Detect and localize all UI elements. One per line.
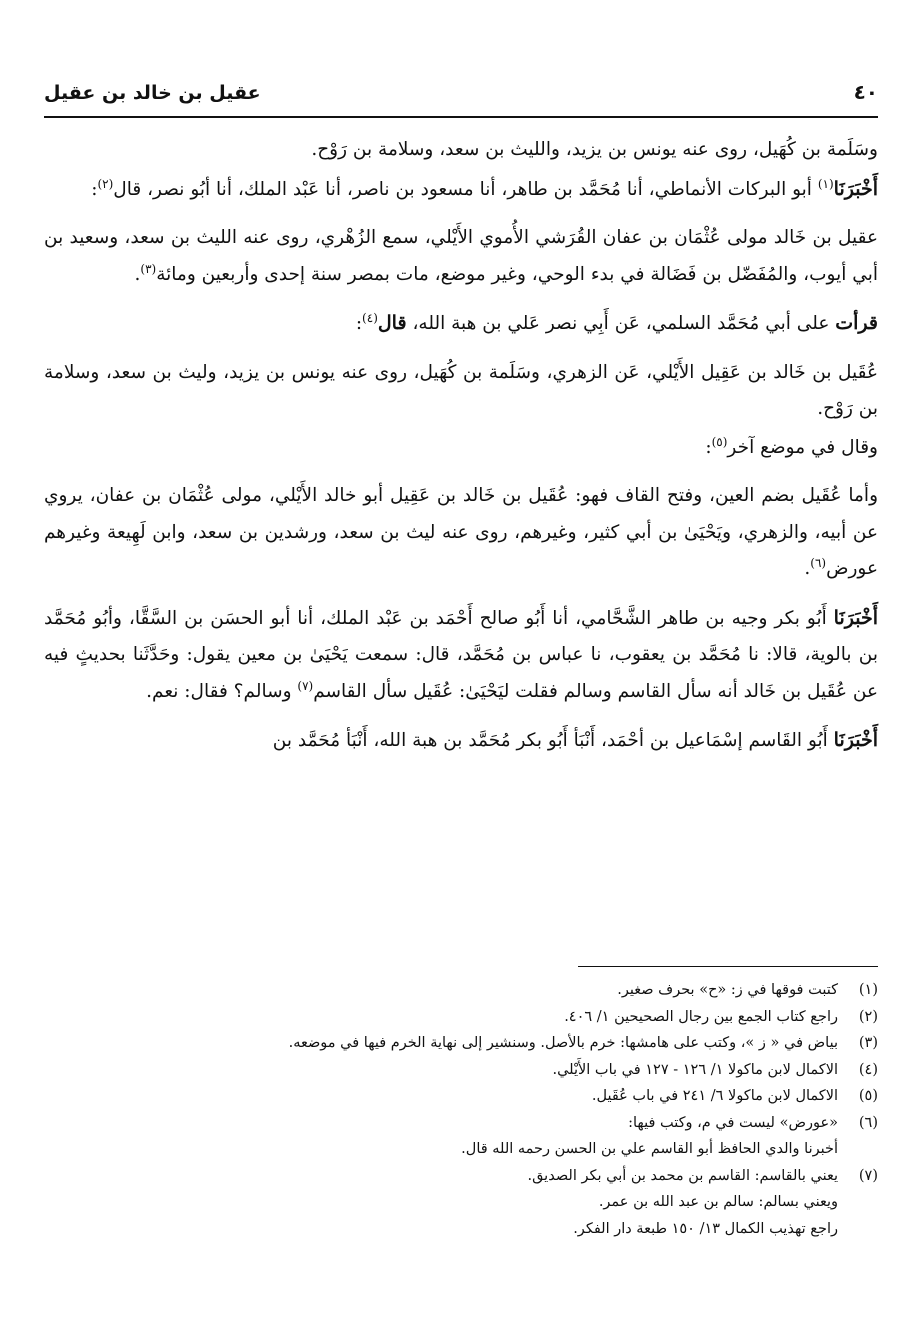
footnote-line: أخبرنا والدي الحافظ أبو القاسم علي بن الحسن رحمه الله قال. — [461, 1141, 838, 1157]
paragraph-end: : — [355, 313, 363, 334]
paragraph-5: عُقَيل بن خَالد بن عَقِيل الأَيْلي، عَن الزهري، وسَلَمة بن كُهَيل، روى عنه يونس بن يزيد، وليث بن سعد، وسلامة بن رَوْح. — [44, 361, 878, 419]
footnote-number: (٣) — [858, 1035, 878, 1051]
footnote-number: (٢) — [858, 1008, 878, 1025]
footnote-divider — [578, 966, 878, 967]
paragraph-4 — [44, 305, 878, 343]
paragraph-end: . — [804, 558, 811, 579]
paragraph-7 — [44, 478, 878, 588]
footnote-line: الاكمال لابن ماكولا ٦/ ٢٤١ في باب عُقَيل. — [591, 1088, 838, 1104]
paragraph-text: أبو البركات الأنماطي، أنا مُحَمَّد بن طاهر، أنا مسعود بن ناصر، أنا عَبْد الملك، أنا أبُو نصر، قال — [113, 178, 818, 200]
keyword-akhbarana: أَخْبَرَنَا — [833, 729, 878, 751]
footnote-ref-7: (٧) — [297, 678, 314, 693]
paragraph-1: وسَلَمة بن كُهَيل، روى عنه يونس بن يزيد، والليث بن سعد، وسلامة بن رَوْح. — [311, 139, 878, 160]
footnote-number: (٦) — [858, 1114, 878, 1131]
footnote-5 — [44, 1083, 878, 1110]
footnote-6 — [44, 1110, 878, 1163]
running-title: عقيل بن خالد بن عقيل — [44, 82, 261, 104]
paragraph-end: . — [134, 263, 141, 285]
page-header — [44, 76, 878, 118]
footnote-line: راجع تهذيب الكمال ١٣/ ١٥٠ طبعة دار الفكر. — [573, 1220, 838, 1237]
footnote-2 — [44, 1004, 878, 1031]
footnote-line: كتبت فوقها في ز: «ح» بحرف صغير. — [617, 982, 838, 998]
paragraph-9 — [44, 722, 878, 760]
page — [44, 76, 878, 772]
footnote-number: (٧) — [858, 1167, 878, 1184]
footnote-ref-4: (٤) — [362, 310, 378, 325]
paragraph-3 — [44, 220, 878, 293]
footnote-ref-1: (١) — [817, 176, 834, 191]
footnote-ref-2: (٢) — [97, 176, 114, 191]
footnote-line: الاكمال لابن ماكولا ١/ ١٢٦ - ١٢٧ في باب الأَيْلي. — [552, 1061, 838, 1078]
paragraph-8 — [44, 600, 878, 711]
main-text — [44, 132, 878, 760]
footnote-4 — [44, 1057, 878, 1084]
keyword-qaraat: قرأت — [835, 312, 878, 334]
footnote-number: (١) — [858, 982, 878, 998]
paragraph-text: عقيل بن خَالد مولى عُثْمَان بن عفان القُرَشي الأُموي الأَيْلي، سمع الزُهْري، روى عنه الليث بن سعد، وسعيد بن أبي أيوب، والمُفَضّل بن فَضَالة في بدء الوحي، وغير موضع، مات بمصر سنة إحدى وأربعين ومائة — [44, 227, 878, 285]
paragraph-end: : — [91, 178, 98, 200]
footnote-line: راجع كتاب الجمع بين رجال الصحيحين ١/ ٤٠٦. — [564, 1008, 838, 1025]
footnotes — [44, 966, 878, 1242]
keyword-qal: قال — [377, 312, 407, 334]
paragraph-6 — [44, 430, 878, 467]
footnote-line: بياض في « ز »، وكتب على هامشها: خرم بالأصل. وسنشير إلى نهاية الخرم فيها في موضعه. — [288, 1035, 838, 1051]
footnote-number: (٥) — [858, 1088, 878, 1104]
footnote-line: «عورض» ليست في م، وكتب فيها: — [628, 1114, 838, 1131]
footnote-line: ويعني بسالم: سالم بن عبد الله بن عمر. — [598, 1194, 838, 1210]
paragraph-end: : — [705, 436, 712, 458]
paragraph-text: أَبُو القَاسم إسْمَاعيل بن أحْمَد، أَنْبَأ أَبُو بكر مُحَمَّد بن هبة الله، أَنْبَأ مُحَمَّد بن — [272, 730, 834, 751]
footnote-ref-6: (٦) — [810, 555, 827, 570]
paragraph-text: وأما عُقَيل بضم العين، وفتح القاف فهو: عُقَيل بن خَالد بن عَقِيل أبو خالد الأَيْلي، مولى عُثْمَان بن عفان، يروي عن أبيه، والزهري، ويَحْيَىٰ بن أبي كثير، وغيرهم، روى عنه ليث بن سعد، ورشدين بن سعد، وابن لَهِيعة وغيرهم عورض — [44, 485, 878, 579]
footnote-7 — [44, 1163, 878, 1243]
footnote-number: (٤) — [858, 1061, 878, 1078]
paragraph-end: وسالم؟ فقال: نعم. — [146, 680, 298, 702]
paragraph-text: على أبي مُحَمَّد السلمي، عَن أَبِي نصر عَلي بن هبة الله، — [406, 313, 836, 334]
footnote-1 — [44, 977, 878, 1004]
footnote-line: يعني بالقاسم: القاسم بن محمد بن أبي بكر الصديق. — [527, 1167, 838, 1184]
footnote-ref-3: (٣) — [140, 261, 157, 276]
keyword-akhbarana: أَخْبَرَنَا — [833, 606, 878, 629]
page-number: ٤٠ — [853, 80, 878, 104]
keyword-akhbarana: أَخْبَرَنَا — [833, 177, 878, 200]
footnote-ref-5: (٥) — [711, 434, 728, 449]
paragraph-text: وقال في موضع آخر — [727, 436, 878, 458]
footnote-3 — [44, 1030, 878, 1057]
paragraph-text: أَبُو بكر وجيه بن طاهر الشَّحَّامي، أنا أَبُو صالح أَحْمَد بن عَبْد الملك، أنا أبو الحسَن بن السَّقَّا، وأبُو مُحَمَّد بن بالوية، قالا: نا مُحَمَّد بن يعقوب، نا عباس بن مُحَمَّد، قال: سمعت يَحْيَىٰ بن معين يقول: وحَدَّثَنا بحديثٍ فيه عن عُقَيل بن خَالد أنه سأل القاسم وسالم فقلت ليَحْيَىٰ: عُقَيل سأل القاسم — [44, 607, 878, 702]
paragraph-2 — [44, 171, 878, 209]
